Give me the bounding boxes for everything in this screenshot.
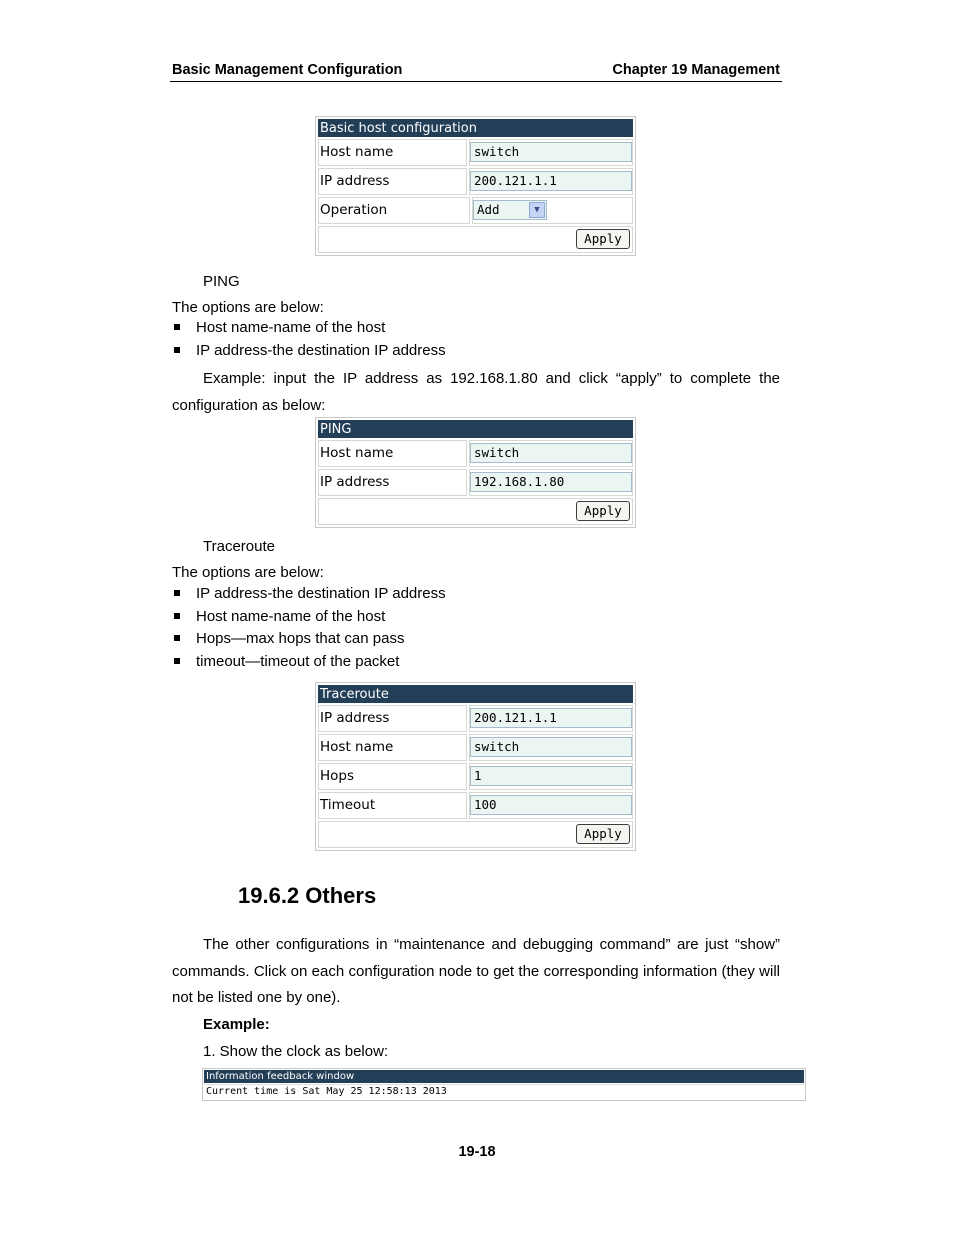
basic-host-footer [318,226,633,253]
step-1-text: 1. Show the clock as below: [203,1043,389,1060]
ip-address-label: IP address [318,469,467,496]
host-name-input[interactable]: switch [470,737,632,757]
ip-address-label: IP address [318,705,467,732]
traceroute-bullet-text: Host name-name of the host [196,608,386,625]
ping-options-intro: The options are below: [172,299,324,316]
ping-bullet [172,319,385,337]
header-left: Basic Management Configuration [172,62,403,78]
operation-label: Operation [318,197,470,224]
hops-row [318,763,633,790]
basic-host-config-panel [315,116,636,256]
ping-bullet-text: Host name-name of the host [196,319,386,336]
others-paragraph: The other configurations in “maintenance and debugging command” are just “show” commands. Click on each configuration node to get the corresponding information (they will not be listed one by one). [172,936,780,1006]
host-name-input[interactable]: switch [470,142,632,162]
host-name-label: Host name [318,139,467,166]
traceroute-bullet [172,630,404,648]
ping-footer [318,498,633,525]
traceroute-bullet-text: Hops—max hops that can pass [196,630,405,647]
traceroute-bullet-text: IP address-the destination IP address [196,585,446,602]
host-name-row [318,734,633,761]
timeout-row [318,792,633,819]
timeout-label: Timeout [318,792,467,819]
hops-input[interactable]: 1 [470,766,632,786]
ip-address-input[interactable]: 192.168.1.80 [470,472,632,492]
apply-button[interactable]: Apply [576,824,630,844]
apply-button[interactable]: Apply [576,229,630,249]
section-heading: 19.6.2 Others [238,883,377,908]
traceroute-panel-title: Traceroute [318,685,633,703]
header-right: Chapter 19 Management [612,62,780,78]
traceroute-options-intro: The options are below: [172,564,324,581]
ip-address-row [318,168,633,195]
traceroute-bullet [172,608,385,626]
page-number: 19-18 [458,1144,496,1160]
host-name-row [318,440,633,467]
example-label: Example: [203,1016,270,1033]
chevron-down-icon[interactable]: ▼ [529,202,545,218]
ping-panel [315,417,636,528]
operation-select[interactable] [473,200,547,220]
host-name-label: Host name [318,734,467,761]
ping-bullet [172,342,446,360]
ip-address-input[interactable]: 200.121.1.1 [470,708,632,728]
host-name-row [318,139,633,166]
basic-host-config-title: Basic host configuration [318,119,633,137]
timeout-input[interactable]: 100 [470,795,632,815]
info-feedback-body: Current time is Sat May 25 12:58:13 2013 [204,1084,804,1099]
ip-address-input[interactable]: 200.121.1.1 [470,171,632,191]
ping-bullet-text: IP address-the destination IP address [196,342,446,359]
traceroute-bullet [172,585,446,603]
traceroute-bullet-text: timeout—timeout of the packet [196,653,400,670]
ping-heading: PING [203,273,240,290]
ping-example-paragraph: Example: input the IP address as 192.168.1.80 and click “apply” to complete the configuration as below: [172,370,780,414]
traceroute-bullet [172,653,399,671]
traceroute-heading: Traceroute [203,538,275,555]
traceroute-footer [318,821,633,848]
header-rule [170,81,782,82]
host-name-label: Host name [318,440,467,467]
ping-panel-title: PING [318,420,633,438]
ip-address-row [318,705,633,732]
traceroute-panel [315,682,636,851]
operation-row [318,197,633,224]
ip-address-label: IP address [318,168,467,195]
operation-select-value: Add [477,202,500,217]
apply-button[interactable]: Apply [576,501,630,521]
info-feedback-title: Information feedback window [204,1070,804,1083]
info-feedback-window [202,1068,806,1101]
ip-address-row [318,469,633,496]
host-name-input[interactable]: switch [470,443,632,463]
hops-label: Hops [318,763,467,790]
